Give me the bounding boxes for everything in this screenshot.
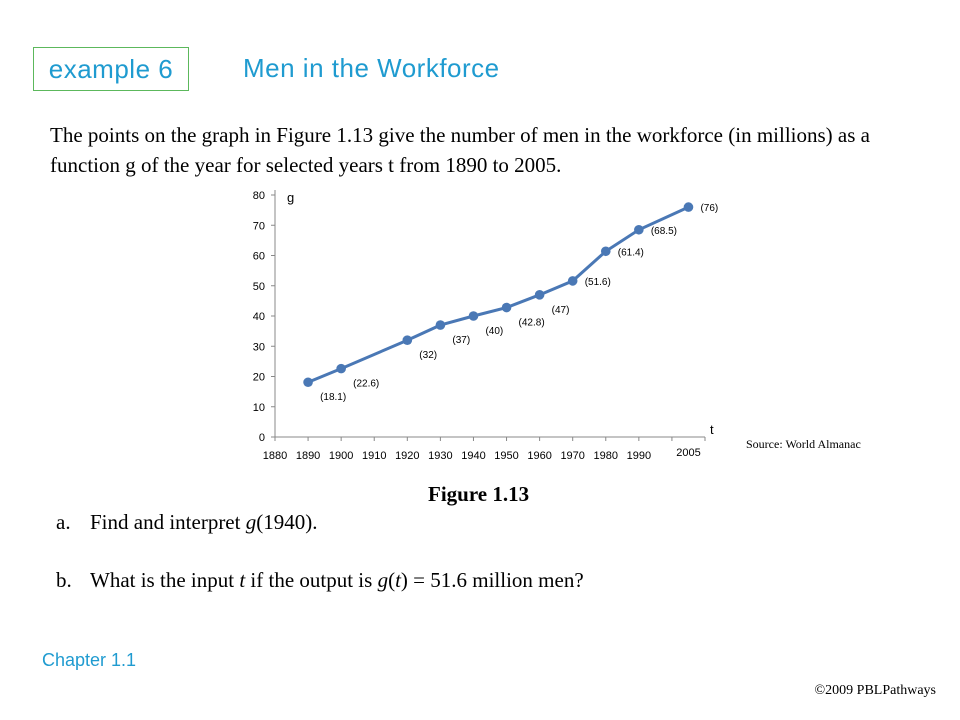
y-tick-label: 30	[252, 341, 265, 354]
x-tick-label: 1980	[593, 450, 619, 462]
question-b-text-3: (	[388, 568, 396, 592]
data-label: (68.5)	[650, 225, 677, 237]
data-point	[403, 335, 413, 345]
data-label: (51.6)	[584, 276, 611, 288]
data-label: (40)	[485, 326, 504, 337]
x-tick-label: 1950	[494, 450, 519, 462]
data-label: (61.4)	[617, 247, 644, 259]
x-tick-label: 1900	[328, 450, 354, 462]
data-point	[469, 311, 479, 321]
x-tick-label: 1920	[395, 450, 420, 462]
x-tick-label: 1970	[560, 450, 585, 462]
y-tick-label: 80	[252, 190, 265, 202]
figure-caption: Figure 1.13	[428, 482, 530, 506]
question-b-text-4: ) = 51.6 million men?	[400, 568, 584, 592]
data-label: (32)	[419, 350, 438, 362]
question-a-label: a.	[56, 510, 71, 534]
question-b	[56, 566, 584, 594]
question-a-text-2: (1940).	[256, 510, 318, 534]
intro-text: The points on the graph in Figure 1.13 give the number of men in the workforce (in millions) as a function g of the year for selected years t from 1890 to 2005.	[50, 123, 870, 177]
question-b-func: g	[377, 568, 389, 592]
question-b-var-t2: t	[395, 568, 401, 592]
copyright: ©2009 PBLPathways	[814, 683, 936, 698]
y-tick-label: 70	[252, 220, 265, 233]
question-b-var-t: t	[239, 568, 246, 592]
data-point	[336, 364, 346, 374]
data-label: (22.6)	[353, 378, 380, 390]
slide-title: Men in the Workforce	[243, 53, 500, 83]
x-tick-label-2005: 2005	[676, 447, 701, 459]
chapter-label: Chapter 1.1	[42, 650, 137, 670]
question-a-text-1: Find and interpret	[90, 510, 246, 534]
data-point	[436, 320, 446, 330]
data-label: (42.8)	[518, 317, 545, 329]
y-tick-label: 50	[252, 280, 265, 293]
data-label: (47)	[551, 304, 570, 316]
data-label: (18.1)	[320, 392, 347, 404]
source-note: Source: World Almanac	[746, 437, 861, 451]
example-label: example 6	[33, 47, 189, 91]
series-line	[308, 207, 688, 382]
data-point	[568, 276, 578, 286]
x-tick-label: 1940	[461, 450, 486, 462]
x-tick-label: 1880	[262, 450, 288, 462]
question-a-func: g	[245, 510, 257, 534]
question-b-text-1: What is the input	[90, 568, 240, 592]
data-point	[303, 377, 313, 387]
x-tick-label: 1910	[361, 450, 387, 462]
data-point	[634, 225, 644, 235]
x-tick-label: 1890	[295, 450, 321, 462]
y-tick-label: 60	[252, 250, 265, 263]
workforce-line-chart	[230, 180, 730, 470]
x-tick-label: 1990	[626, 450, 652, 462]
data-point	[502, 303, 512, 313]
data-point	[684, 202, 694, 212]
data-label: (37)	[452, 335, 471, 347]
data-point	[601, 246, 611, 256]
y-tick-label: 10	[252, 401, 265, 414]
x-tick-label: 1960	[527, 450, 552, 462]
question-b-label: b.	[56, 568, 72, 592]
y-tick-label: 40	[252, 311, 265, 323]
y-tick-label: 0	[258, 432, 265, 444]
data-label: (76)	[700, 203, 719, 215]
y-axis-label: g	[287, 190, 295, 205]
x-axis-label: t	[710, 422, 714, 437]
data-point	[535, 290, 545, 300]
question-b-text-2: if the output is	[245, 568, 378, 592]
y-tick-label: 20	[252, 371, 265, 384]
x-tick-label: 1930	[428, 450, 453, 462]
question-a	[56, 508, 317, 536]
